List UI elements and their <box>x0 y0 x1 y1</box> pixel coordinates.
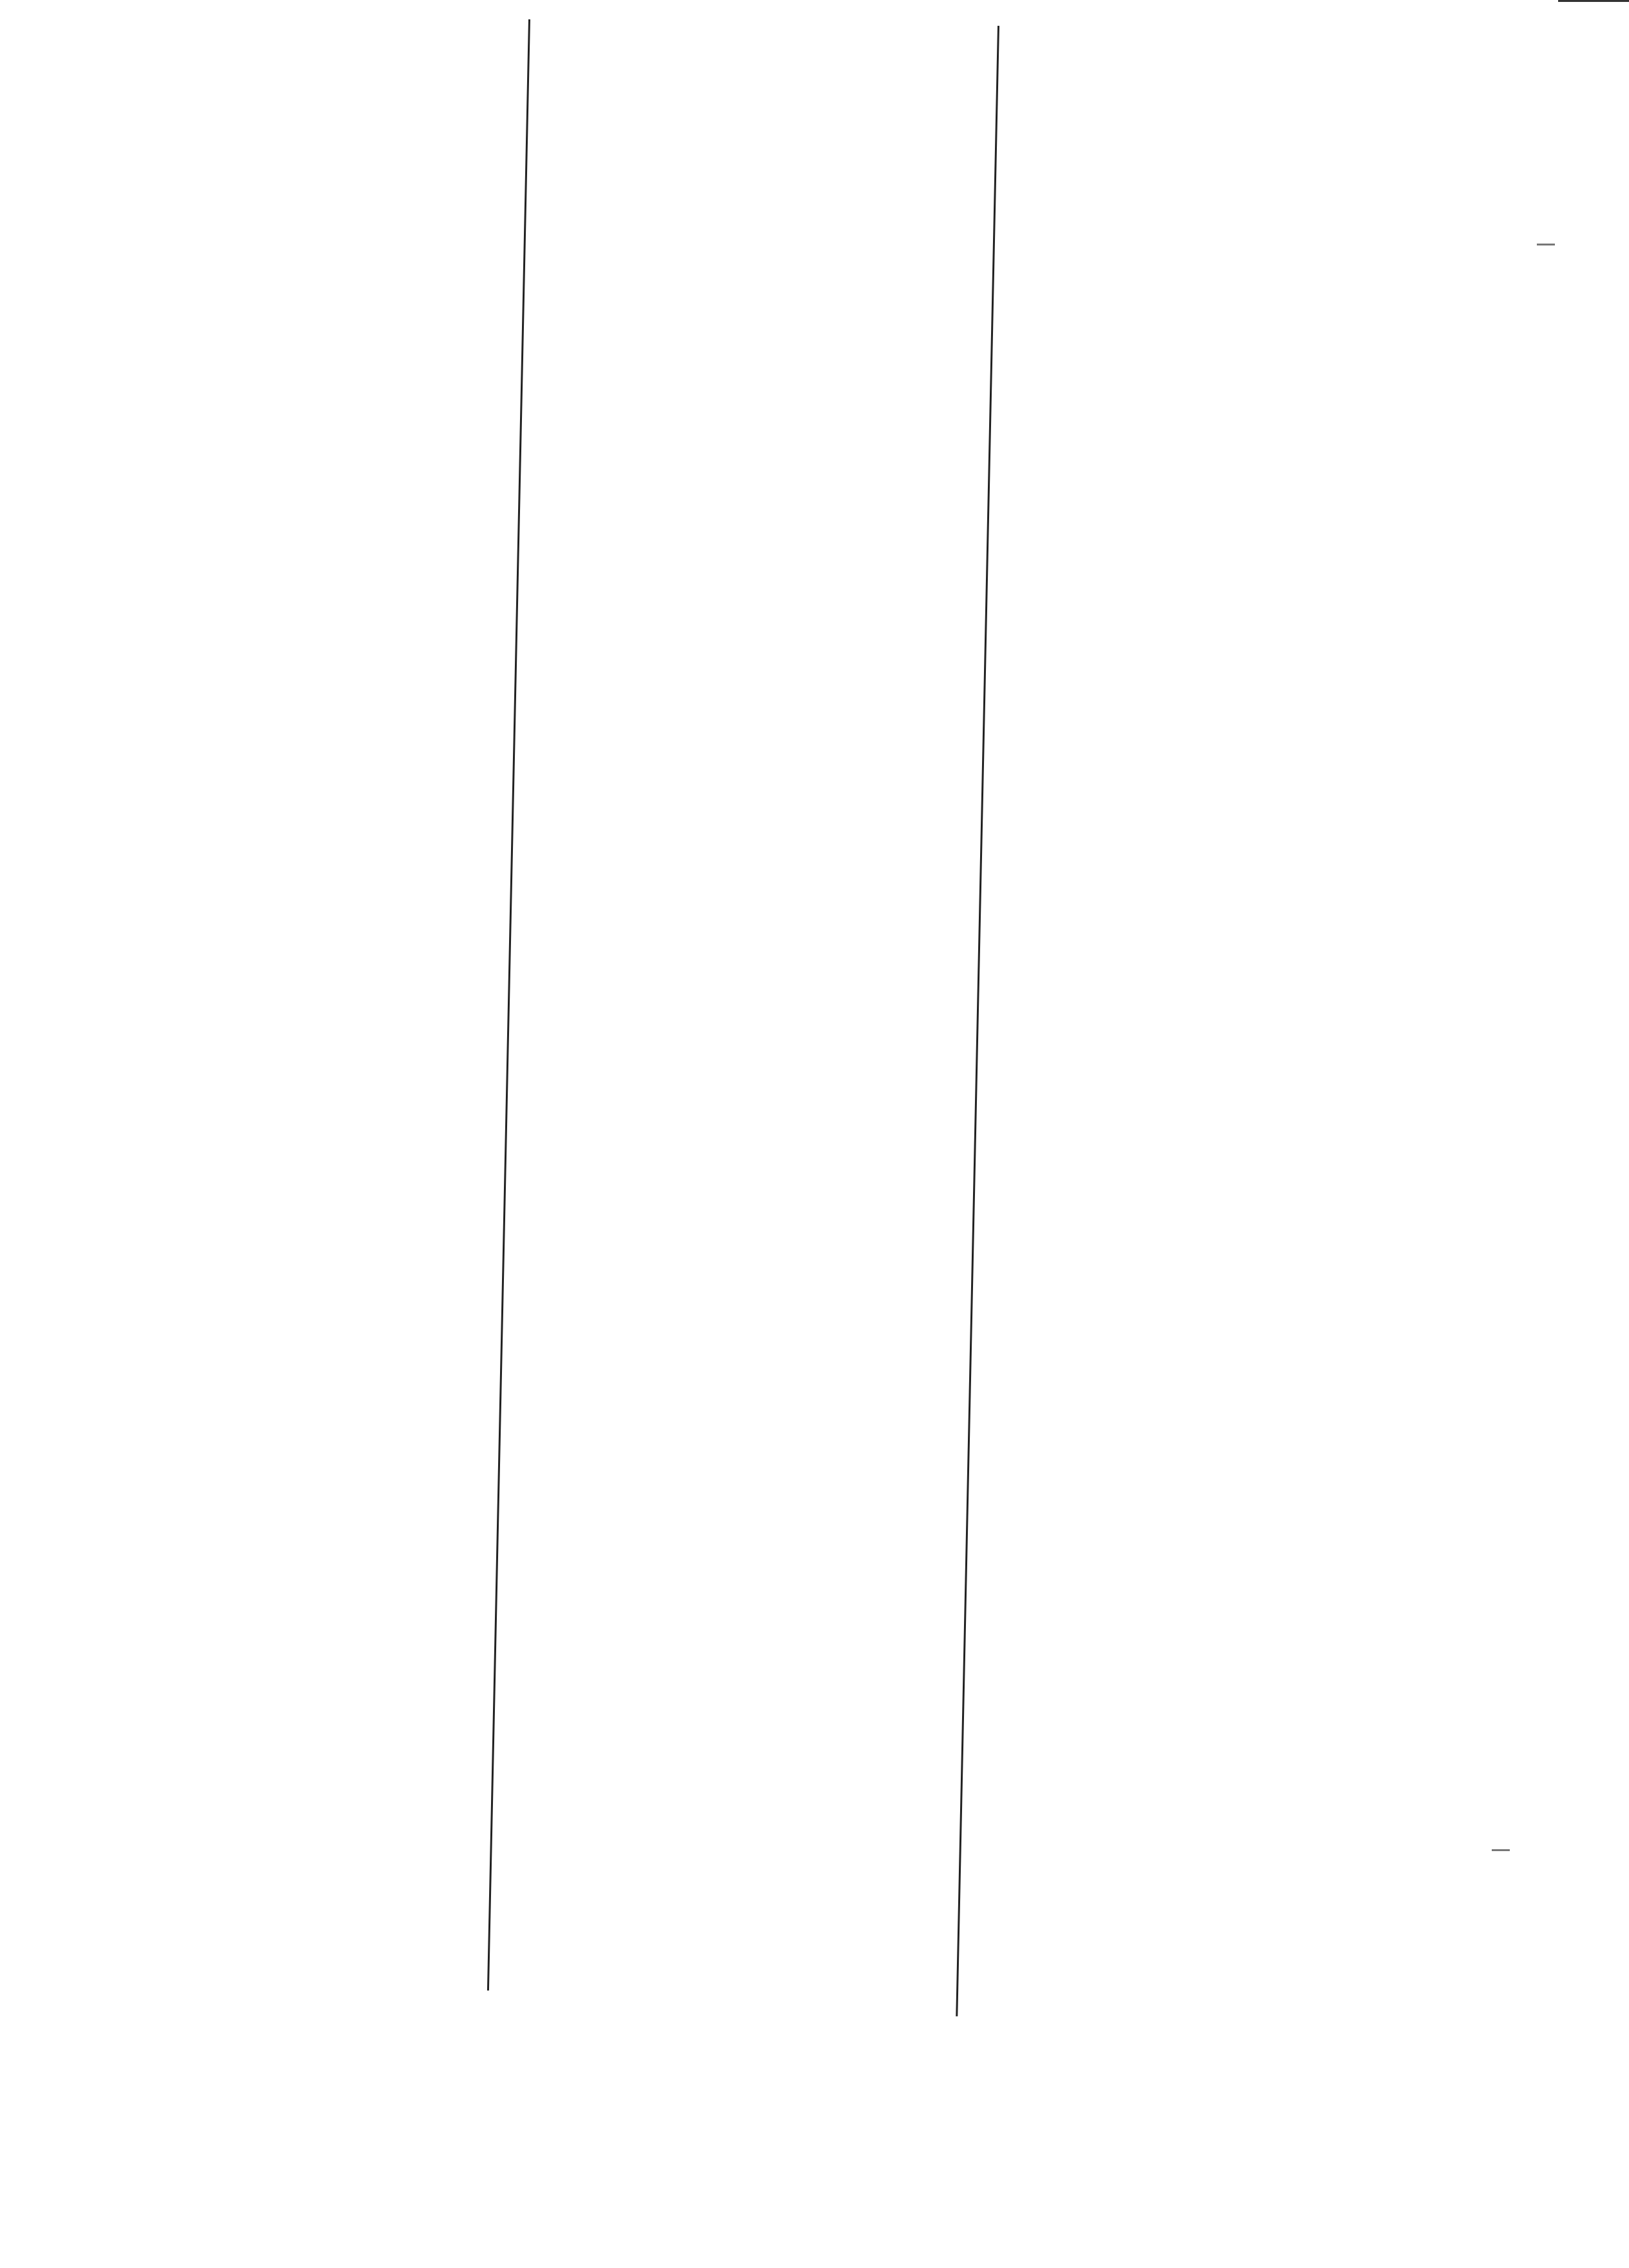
index-column-1 <box>76 19 514 28</box>
top-edge-mark <box>1558 0 1629 2</box>
column-divider <box>487 19 530 1990</box>
edge-mark <box>1537 244 1555 245</box>
column-divider <box>956 26 999 2016</box>
index-column-2 <box>543 32 987 41</box>
edge-mark <box>1492 1849 1510 1851</box>
